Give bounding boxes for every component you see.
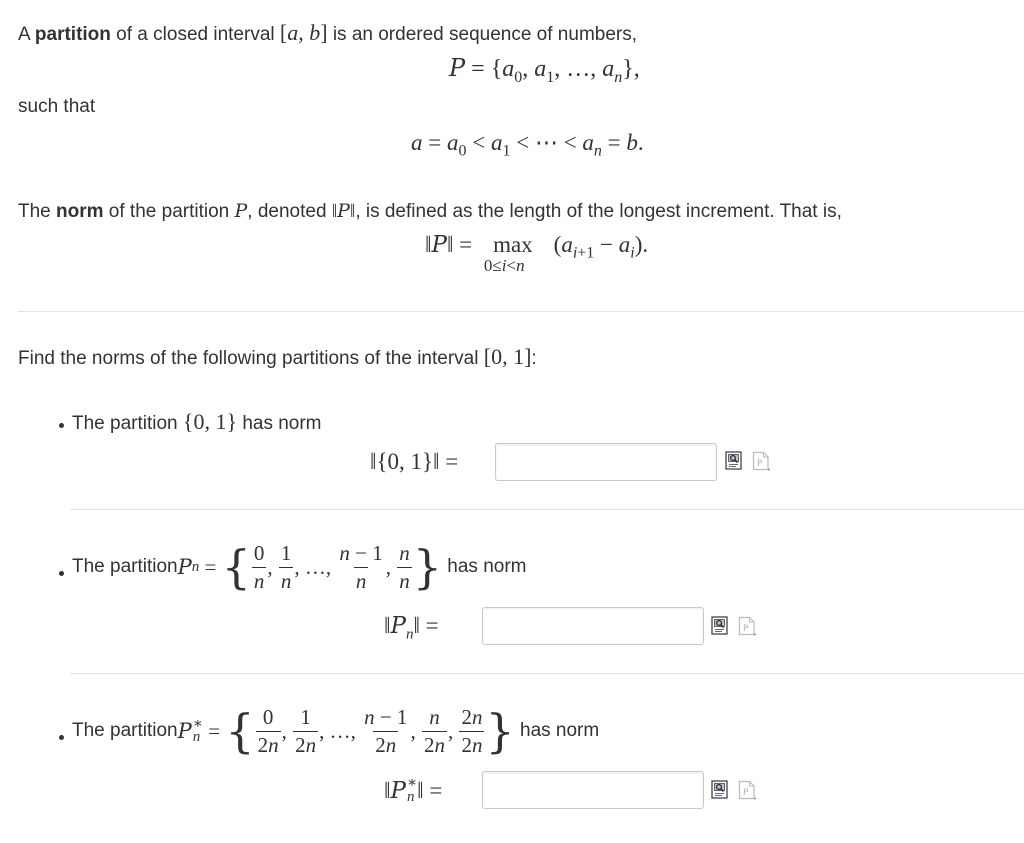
such-that-text: such that (18, 96, 96, 117)
item-2-norm-expression: $‖P_n‖$ = (384, 613, 439, 643)
divider (70, 509, 1024, 510)
norm-sentence: The norm of the partition P, denoted ‖P‖, is defined as the length of the longest increment. That is, (18, 200, 842, 222)
norm-term: norm (56, 201, 104, 222)
partition-term: partition (34, 24, 111, 45)
item-2-statement: The partition P n = { $\frac{0}{n}$ , $\frac{1}{n}$ , …, $\frac{n - 1}{n}$ , $\frac{n}{n}$ } has norm (72, 540, 527, 594)
item-3-statement: The partition P ∗ n = { $\frac{0}{2n}$ , $\frac{1}{2n}$ , …, $\frac{n - 1}{2n}$ , $\frac{n}{2n}$ , $\frac{2n}{2n}$ } has norm (72, 704, 600, 758)
intro-sentence: A partition of a closed interval [a, b] is an ordered sequence of numbers, (18, 20, 638, 45)
item-3-answer-field[interactable] (482, 771, 704, 809)
ordering-formula: $a = a_0 < a_1$ < ⋯ < $a_n = b$. (411, 130, 644, 160)
divider (18, 311, 1024, 312)
svg-text:P: P (743, 624, 749, 634)
partition-definition-formula: $P = \{a_0$, $a_1$, …, $a_n$}, (449, 54, 640, 86)
bullet (59, 423, 64, 428)
item-2-answer-input[interactable] (483, 608, 703, 644)
item-3-norm-expression: ‖ P ∗ n ‖ = (384, 775, 443, 805)
preview-icon[interactable] (725, 451, 743, 471)
help-icon[interactable] (752, 451, 770, 471)
task-instruction: Find the norms of the following partitions of the interval [0, 1]: (18, 344, 537, 369)
divider (70, 673, 1024, 674)
item-1-norm-expression: ‖{0, 1}‖ = (370, 449, 459, 474)
norm-definition-formula: ‖P‖ = max 0≤i<n $(a_{i+1} - a_i)$. (425, 232, 649, 275)
bullet (59, 735, 64, 740)
help-icon[interactable] (738, 780, 756, 800)
item-3-answer-input[interactable] (483, 772, 703, 808)
svg-text:P: P (757, 459, 763, 469)
bullet (59, 571, 64, 576)
svg-text:P: P (743, 788, 749, 798)
item-1-answer-field[interactable] (495, 443, 717, 481)
preview-icon[interactable] (711, 780, 729, 800)
help-icon[interactable] (738, 616, 756, 636)
item-2-answer-field[interactable] (482, 607, 704, 645)
item-1-statement: The partition {0, 1} has norm (72, 409, 322, 434)
preview-icon[interactable] (711, 616, 729, 636)
item-1-answer-input[interactable] (496, 444, 716, 480)
